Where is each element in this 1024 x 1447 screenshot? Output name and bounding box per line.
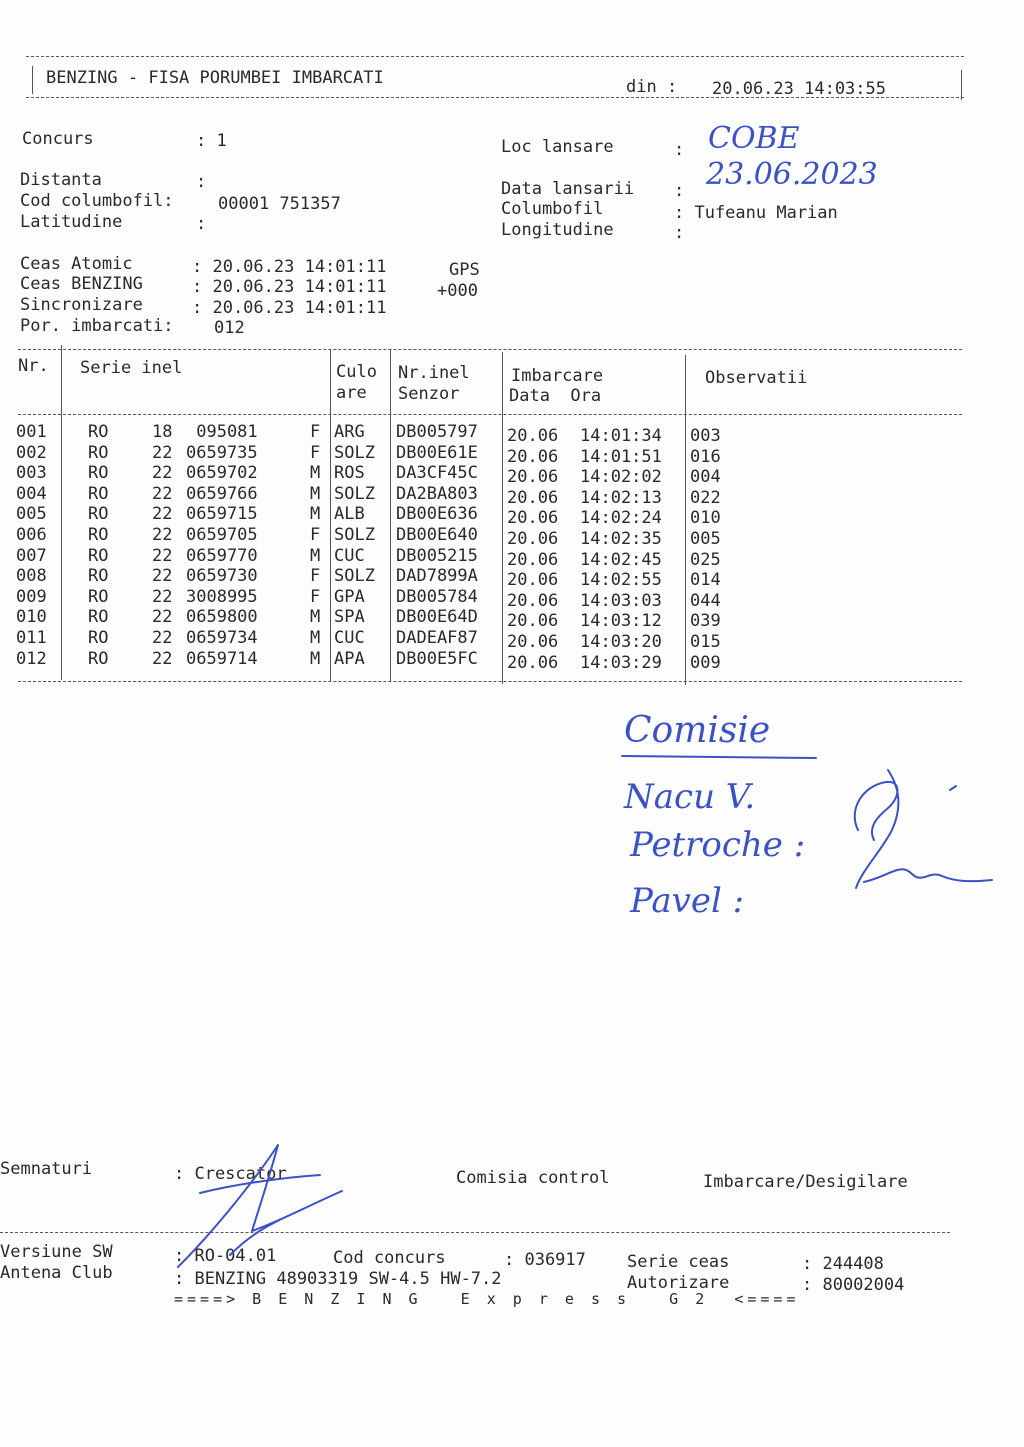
table-row <box>0 607 1024 632</box>
row-date: 20.06 <box>507 611 559 632</box>
row-date: 20.06 <box>507 467 559 488</box>
crescator-signature-stroke <box>178 1145 342 1267</box>
row-color: CUC <box>334 628 365 648</box>
header-right-border <box>961 70 962 100</box>
row-date: 20.06 <box>507 508 559 529</box>
concurs-value: : 1 <box>196 131 227 151</box>
versiune-sw-label: Versiune SW <box>0 1242 113 1262</box>
table-row <box>0 442 1024 467</box>
row-sensor: DB00E640 <box>396 525 478 545</box>
row-year: 22 <box>152 586 173 607</box>
row-year: 22 <box>152 463 173 484</box>
semnaturi-label: Semnaturi <box>0 1159 93 1179</box>
row-nr: 011 <box>16 628 47 648</box>
row-sensor: DADEAF87 <box>396 628 478 648</box>
row-country: RO <box>88 422 109 442</box>
row-year: 22 <box>152 628 173 648</box>
row-nr: 012 <box>16 648 47 669</box>
row-time: 14:02:02 <box>580 467 662 488</box>
header-culoare-2: are <box>336 383 367 403</box>
handwritten-loc-date <box>700 112 920 197</box>
row-nr: 004 <box>16 483 47 504</box>
data-lansarii-value: : <box>674 181 685 201</box>
serie-ceas-value: : 244408 <box>802 1254 884 1274</box>
row-obs: 005 <box>690 529 721 549</box>
versiune-sw-value: : RO-04.01 <box>174 1246 277 1266</box>
header-culoare-1: Culo <box>336 362 377 382</box>
row-time: 14:02:45 <box>580 549 662 570</box>
row-year: 22 <box>152 648 173 669</box>
row-time: 14:03:12 <box>580 611 662 632</box>
comisia-control-label: Comisia control <box>456 1168 610 1188</box>
porumbei-imbarcati-label: Por. imbarcati: <box>20 316 174 336</box>
table-bottom-rule <box>18 681 962 682</box>
table-row <box>0 483 1024 508</box>
handwritten-commission <box>600 690 1010 940</box>
row-time: 14:01:51 <box>580 446 662 467</box>
row-year: 22 <box>152 545 173 566</box>
row-country: RO <box>88 607 109 628</box>
row-ring: 0659766 <box>186 483 258 504</box>
row-obs: 015 <box>690 632 721 652</box>
page-title: BENZING - FISA PORUMBEI IMBARCATI <box>46 68 384 88</box>
ceas-atomic-source: GPS <box>449 260 480 280</box>
row-obs: 009 <box>690 652 721 673</box>
benzing-express-brand: ====> B E N Z I N G E x p r e s s G 2 <==== <box>174 1290 800 1308</box>
row-color: APA <box>334 648 365 669</box>
row-nr: 005 <box>16 504 47 525</box>
row-color: ARG <box>334 422 365 442</box>
row-ring: 3008995 <box>186 586 258 607</box>
columbofil-value: : Tufeanu Marian <box>674 203 838 223</box>
autorizare-label: Autorizare <box>627 1273 730 1293</box>
row-country: RO <box>88 545 109 566</box>
row-country: RO <box>88 504 109 525</box>
row-sensor: DB005215 <box>396 545 478 566</box>
ceas-atomic-value: : 20.06.23 14:01:11 <box>192 257 387 277</box>
row-date: 20.06 <box>507 426 559 446</box>
table-row <box>0 648 1024 673</box>
row-year: 22 <box>152 504 173 525</box>
row-sensor: DB00E64D <box>396 607 478 628</box>
distanta-label: Distanta <box>20 170 102 190</box>
row-sex: F <box>310 442 321 463</box>
row-sex: F <box>310 422 321 442</box>
row-year: 18 <box>152 422 173 442</box>
footer-rule <box>0 1232 950 1233</box>
header-top-rule <box>26 56 964 57</box>
autorizare-value: : 80002004 <box>802 1275 905 1295</box>
row-year: 22 <box>152 566 173 587</box>
row-obs: 039 <box>690 611 721 632</box>
handwritten-name-1: Nacu V. <box>624 777 756 817</box>
header-nr-inel-1: Nr.inel <box>398 363 470 383</box>
row-country: RO <box>88 566 109 587</box>
row-date: 20.06 <box>507 570 559 591</box>
row-country: RO <box>88 586 109 607</box>
row-sensor: DAD7899A <box>396 566 478 587</box>
row-time: 14:02:24 <box>580 508 662 529</box>
table-row <box>0 566 1024 591</box>
row-nr: 008 <box>16 566 47 587</box>
row-color: SOLZ <box>334 566 375 587</box>
latitudine-label: Latitudine <box>20 212 123 232</box>
row-time: 14:03:03 <box>580 590 662 611</box>
imbarcare-desigilare-label: Imbarcare/Desigilare <box>703 1172 908 1192</box>
cod-concurs-label: Cod concurs <box>333 1248 446 1268</box>
row-year: 22 <box>152 483 173 504</box>
row-obs: 016 <box>690 446 721 467</box>
row-obs: 025 <box>690 549 721 570</box>
handwritten-date: 23.06.2023 <box>706 157 878 192</box>
serie-ceas-label: Serie ceas <box>627 1252 730 1272</box>
row-time: 14:02:35 <box>580 529 662 549</box>
header-serie-inel: Serie inel <box>80 358 183 378</box>
ceas-benzing-offset: +000 <box>437 281 478 301</box>
row-time: 14:01:34 <box>580 426 662 446</box>
row-sex: M <box>310 463 321 484</box>
row-date: 20.06 <box>507 549 559 570</box>
row-date: 20.06 <box>507 446 559 467</box>
row-country: RO <box>88 442 109 463</box>
table-row <box>0 504 1024 529</box>
row-color: SOLZ <box>334 483 375 504</box>
din-value: 20.06.23 14:03:55 <box>712 79 886 99</box>
longitudine-label: Longitudine <box>501 220 614 240</box>
row-date: 20.06 <box>507 590 559 611</box>
sincronizare-value: : 20.06.23 14:01:11 <box>192 298 387 318</box>
row-obs: 022 <box>690 487 721 508</box>
row-ring: 0659734 <box>186 628 258 648</box>
header-imbarcare-1: Imbarcare <box>511 366 604 386</box>
table-header-top-rule <box>18 349 962 350</box>
ceas-benzing-label: Ceas BENZING <box>20 274 143 294</box>
row-sex: M <box>310 628 321 648</box>
concurs-label: Concurs <box>22 129 94 149</box>
table-row <box>0 545 1024 570</box>
row-sensor: DA3CF45C <box>396 463 478 484</box>
cod-columbofil-label: Cod columbofil: <box>20 191 174 211</box>
row-date: 20.06 <box>507 652 559 673</box>
row-ring: 095081 <box>186 422 258 442</box>
row-ring: 0659770 <box>186 545 258 566</box>
row-ring: 0659735 <box>186 442 258 463</box>
table-row <box>0 525 1024 549</box>
row-obs: 014 <box>690 570 721 591</box>
row-date: 20.06 <box>507 632 559 652</box>
row-color: CUC <box>334 545 365 566</box>
row-ring: 0659800 <box>186 607 258 628</box>
header-observatii: Observatii <box>705 368 808 388</box>
sincronizare-label: Sincronizare <box>20 295 143 315</box>
ceas-atomic-label: Ceas Atomic <box>20 254 133 274</box>
row-time: 14:02:55 <box>580 570 662 591</box>
row-color: GPA <box>334 586 365 607</box>
row-time: 14:03:29 <box>580 652 662 673</box>
row-nr: 001 <box>16 422 47 442</box>
row-sensor: DB00E636 <box>396 504 478 525</box>
din-label: din : <box>626 77 678 97</box>
row-sex: M <box>310 483 321 504</box>
row-nr: 003 <box>16 463 47 484</box>
row-ring: 0659730 <box>186 566 258 587</box>
row-ring: 0659702 <box>186 463 258 484</box>
row-ring: 0659705 <box>186 525 258 545</box>
row-ring: 0659714 <box>186 648 258 669</box>
row-nr: 002 <box>16 442 47 463</box>
header-imbarcare-2: Data Ora <box>509 386 602 406</box>
row-color: ALB <box>334 504 365 525</box>
row-year: 22 <box>152 442 173 463</box>
loc-lansare-value: : <box>674 140 685 160</box>
row-sex: M <box>310 504 321 525</box>
row-color: SOLZ <box>334 525 375 545</box>
row-color: SPA <box>334 607 365 628</box>
header-nr-inel-2: Senzor <box>398 384 460 404</box>
row-obs: 010 <box>690 508 721 529</box>
handwritten-name-3: Pavel : <box>630 881 745 921</box>
antena-club-label: Antena Club <box>0 1263 113 1283</box>
row-nr: 006 <box>16 525 47 545</box>
table-row <box>0 463 1024 488</box>
row-country: RO <box>88 525 109 545</box>
row-time: 14:03:20 <box>580 632 662 652</box>
row-nr: 007 <box>16 545 47 566</box>
row-sensor: DB00E61E <box>396 442 478 463</box>
row-nr: 009 <box>16 586 47 607</box>
data-lansarii-label: Data lansarii <box>501 179 635 199</box>
row-nr: 010 <box>16 607 47 628</box>
distanta-value: : <box>196 172 207 192</box>
row-country: RO <box>88 648 109 669</box>
cod-columbofil-value: 00001 751357 <box>218 194 341 214</box>
semnaturi-value: : Crescator <box>174 1164 287 1184</box>
comisie-underline <box>622 756 816 758</box>
row-date: 20.06 <box>507 529 559 549</box>
row-sex: F <box>310 566 321 587</box>
handwritten-loc: COBE <box>708 121 800 156</box>
crescator-signature <box>160 1135 360 1275</box>
porumbei-imbarcati-value: 012 <box>214 318 245 338</box>
row-ring: 0659715 <box>186 504 258 525</box>
table-row <box>0 628 1024 652</box>
commission-signature <box>855 770 992 888</box>
row-color: SOLZ <box>334 442 375 463</box>
row-country: RO <box>88 483 109 504</box>
row-sex: F <box>310 525 321 545</box>
row-year: 22 <box>152 607 173 628</box>
row-obs: 003 <box>690 426 721 446</box>
row-sensor: DA2BA803 <box>396 483 478 504</box>
table-row <box>0 422 1024 446</box>
antena-club-value: : BENZING 48903319 SW-4.5 HW-7.2 <box>174 1269 502 1289</box>
row-sex: F <box>310 586 321 607</box>
columbofil-label: Columbofil <box>501 199 604 219</box>
row-obs: 004 <box>690 467 721 488</box>
header-left-border <box>32 66 33 94</box>
row-sensor: DB00E5FC <box>396 648 478 669</box>
header-nr: Nr. <box>18 356 49 376</box>
table-row <box>0 586 1024 611</box>
row-sex: M <box>310 545 321 566</box>
row-country: RO <box>88 463 109 484</box>
cod-concurs-value: : 036917 <box>504 1250 586 1270</box>
row-year: 22 <box>152 525 173 545</box>
table-header-bottom-rule <box>18 414 962 415</box>
row-sensor: DB005784 <box>396 586 478 607</box>
ceas-benzing-value: : 20.06.23 14:01:11 <box>192 277 387 297</box>
longitudine-value: : <box>674 223 685 243</box>
latitudine-value: : <box>196 214 207 234</box>
handwritten-name-2: Petroche : <box>630 825 806 865</box>
row-sensor: DB005797 <box>396 422 478 442</box>
row-obs: 044 <box>690 590 721 611</box>
row-color: ROS <box>334 463 365 484</box>
loc-lansare-label: Loc lansare <box>501 137 614 157</box>
row-sex: M <box>310 607 321 628</box>
handwritten-comisie: Comisie <box>624 710 771 751</box>
row-time: 14:02:13 <box>580 487 662 508</box>
row-sex: M <box>310 648 321 669</box>
header-bottom-rule <box>26 97 964 98</box>
row-date: 20.06 <box>507 487 559 508</box>
row-country: RO <box>88 628 109 648</box>
